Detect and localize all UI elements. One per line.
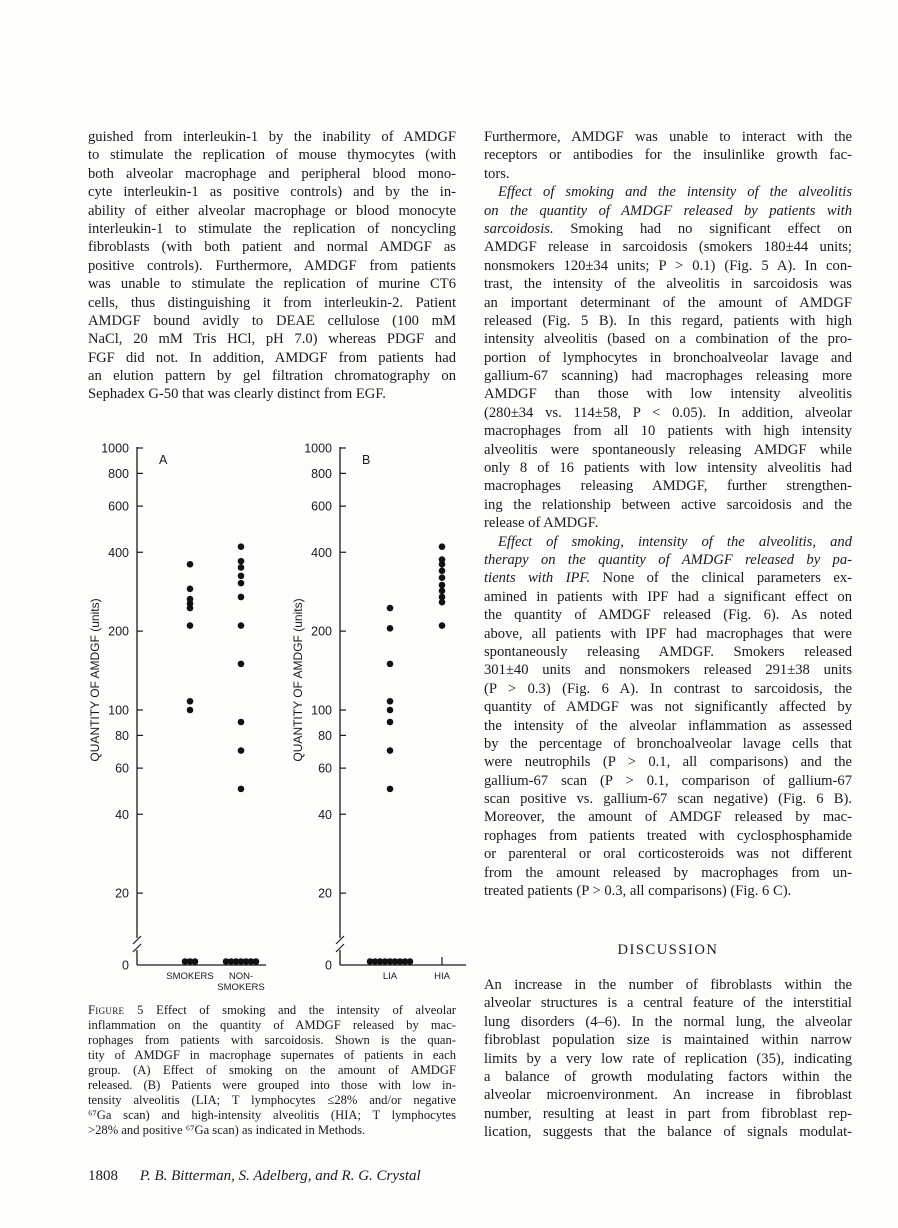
data-point (439, 599, 446, 606)
data-point (439, 594, 446, 601)
text-line: portion of lymphocytes in bronchoalveolar lavage and (484, 349, 852, 366)
y-tick-label: 600 (311, 499, 332, 514)
running-authors: P. B. Bitterman, S. Adelberg, and R. G. Crystal (139, 1168, 421, 1184)
data-point (382, 958, 389, 965)
data-point (439, 582, 446, 589)
y-tick-label: 0 (325, 958, 332, 973)
x-category-label: SMOKERS (166, 971, 214, 982)
data-point (407, 958, 414, 965)
y-tick-label: 100 (311, 703, 332, 718)
data-point (439, 622, 446, 629)
data-point (238, 594, 245, 601)
y-tick-label: 60 (318, 761, 332, 776)
y-tick-label: 20 (318, 886, 332, 901)
data-point (387, 747, 394, 754)
data-point (233, 958, 240, 965)
x-category-label: LIA (382, 971, 398, 982)
data-point (372, 958, 379, 965)
text-line: lung disorders (4–6). In the normal lung, the alveolar (484, 1013, 852, 1030)
data-point (253, 958, 260, 965)
italic-run-in-heading: tients with IPF. (484, 570, 591, 587)
text-line: rophages from patients treated with cyclosphosphamide (484, 827, 852, 844)
data-point (397, 958, 404, 965)
text-line: an important determinant of the amount of AMDGF (484, 294, 852, 311)
figure-label: Figure 5 (88, 1003, 144, 1017)
caption-line: ⁶⁷Ga scan) and high-intensity alveolitis (HIA; T lymphocytes (88, 1108, 456, 1122)
data-point (238, 786, 245, 793)
text-line: or parenteral or oral corticosteroids was not different (484, 846, 852, 863)
data-point (439, 561, 446, 568)
data-point (402, 958, 409, 965)
text-line: interleukin-1 to stimulate the replication of noncycling (88, 220, 456, 237)
italic-run-in-heading: Effect of smoking and the intensity of the alveolitis (498, 184, 852, 201)
y-tick-label: 0 (122, 958, 129, 973)
y-tick-label: 200 (108, 624, 129, 639)
text-line: by the percentage of bronchoalveolar lavage cells that (484, 735, 852, 752)
y-tick-label: 1000 (101, 441, 129, 456)
text-line (484, 569, 852, 587)
text-line: An increase in the number of fibroblasts within the (484, 977, 852, 993)
text-line: cells, thus distinguishing it from interleukin-2. Patient (88, 294, 456, 311)
data-point (439, 543, 446, 550)
text-line: both alveolar macrophage and peripheral blood mono- (88, 165, 456, 182)
text-line: fibroblasts (with both patient and normal AMDGF as (88, 239, 456, 256)
text-line: the quantity of AMDGF released (Fig. 6). As noted (484, 607, 852, 624)
text-line: ing the relationship between active sarcoidosis and the (484, 496, 852, 513)
text-line: above, all patients with IPF had macrophages that were (484, 625, 852, 642)
data-point (377, 958, 384, 965)
x-category-label: HIA (434, 971, 450, 982)
text-line: release of AMDGF. (484, 515, 599, 532)
text-run: None of the clinical parameters ex- (590, 570, 852, 587)
data-point (182, 958, 189, 965)
text-line (484, 183, 852, 201)
data-point (387, 625, 394, 632)
caption-text: Effect of smoking and the intensity of alveolar (143, 1003, 456, 1017)
italic-run-in-heading: sarcoidosis. (484, 220, 554, 237)
text-line (484, 220, 852, 238)
text-line: trast, the intensity of the alveolitis in sarcoidosis was (484, 276, 852, 293)
y-tick-label: 200 (311, 624, 332, 639)
data-point (243, 958, 250, 965)
text-line: alveolitis were spontaneously releasing AMDGF while (484, 441, 852, 458)
text-line: Moreover, the amount of AMDGF released by mac- (484, 809, 852, 826)
data-point (238, 719, 245, 726)
y-tick-label: 800 (311, 466, 332, 481)
text-line: cyte interleukin-1 as positive controls) and by the in- (88, 184, 456, 201)
right-column-text (484, 128, 852, 900)
data-point (387, 719, 394, 726)
text-line: receptors or antibodies for the insulinlike growth fac- (484, 147, 852, 164)
caption-line: rophages from patients with sarcoidosis. Shown is the quan- (88, 1033, 456, 1047)
data-point (387, 698, 394, 705)
text-line: positive controls). Furthermore, AMDGF from patients (88, 257, 456, 274)
data-point (187, 596, 194, 603)
data-point (387, 786, 394, 793)
text-line: the intensity of the alveolar inflammation as assessed (484, 717, 852, 734)
text-line: a balance of growth modulating factors within the (484, 1068, 852, 1085)
data-point (187, 605, 194, 612)
text-line: AMDGF than those with low intensity alveolitis (484, 386, 852, 403)
text-line: quantity of AMDGF was not significantly affected by (484, 699, 852, 716)
text-line: gallium-67 scan (P > 0.1, comparison of gallium-67 (484, 772, 852, 789)
data-point (387, 661, 394, 668)
caption-line: >28% and positive ⁶⁷Ga scan) as indicated in Methods. (88, 1123, 366, 1137)
figure-caption (88, 1003, 456, 1138)
data-point (387, 605, 394, 612)
text-line: AMDGF bound avidly to DEAE cellulose (100 mM (88, 312, 456, 329)
axis-break-mark (336, 936, 344, 952)
y-tick-label: 800 (108, 466, 129, 481)
text-line: scan positive vs. gallium-67 scan negative) (Fig. 6 B). (484, 791, 852, 808)
data-point (187, 958, 194, 965)
text-line: Furthermore, AMDGF was unable to interact with the (484, 129, 852, 145)
page-footer (88, 1168, 421, 1185)
data-point (238, 958, 245, 965)
data-point (187, 561, 194, 568)
text-run: Smoking had no significant effect on (553, 220, 852, 237)
text-line: number, resulting at least in part from fibroblast rep- (484, 1105, 852, 1122)
data-point (187, 586, 194, 593)
data-point (228, 958, 235, 965)
text-line: (280±34 vs. 114±58, P < 0.05). In addition, alveolar (484, 404, 852, 421)
data-point (187, 707, 194, 714)
data-point (439, 567, 446, 574)
text-line: NaCl, 20 mM Tris HCl, pH 7.0) whereas PDGF and (88, 331, 456, 348)
italic-run-in-heading: on the quantity of AMDGF released by patients with (484, 202, 852, 219)
text-line: spontaneously releasing AMDGF. Smokers released (484, 643, 852, 660)
data-point (238, 573, 245, 580)
text-line: AMDGF release in sarcoidosis (smokers 180±44 units; (484, 239, 852, 256)
text-line (484, 533, 852, 551)
text-line: were neutrophils (P > 0.1, all comparisons) and the (484, 754, 852, 771)
data-point (238, 580, 245, 587)
text-line: (P > 0.3) (Fig. 6 A). In contrast to sarcoidosis, the (484, 680, 852, 697)
y-axis-label: QUANTITY OF AMDGF (units) (88, 598, 102, 762)
data-point (192, 958, 199, 965)
y-tick-label: 100 (108, 703, 129, 718)
data-point (387, 958, 394, 965)
text-line: tors. (484, 165, 510, 182)
text-line: macrophages releasing AMDGF, further strengthen- (484, 478, 852, 495)
italic-run-in-heading: Effect of smoking, intensity of the alveolitis, and (498, 533, 852, 550)
text-line: gallium-67 scanning) had macrophages releasing more (484, 368, 852, 385)
data-point (392, 958, 399, 965)
caption-line (88, 1003, 456, 1018)
y-axis-label: QUANTITY OF AMDGF (units) (291, 598, 305, 762)
data-point (387, 707, 394, 714)
y-tick-label: 40 (115, 807, 129, 822)
y-tick-label: 1000 (304, 441, 332, 456)
text-line: ability of either alveolar macrophage or blood monocyte (88, 202, 456, 219)
text-line: FGF did not. In addition, AMDGF from patients had (88, 349, 456, 366)
data-point (238, 543, 245, 550)
data-point (238, 558, 245, 565)
x-category-label: NON- (228, 971, 254, 982)
caption-line: group. (A) Effect of smoking on the amount of AMDGF (88, 1063, 456, 1077)
text-line: was unable to stimulate the replication of murine CT6 (88, 276, 456, 293)
data-point (187, 600, 194, 607)
data-point (439, 588, 446, 595)
data-point (238, 747, 245, 754)
italic-run-in-heading: therapy on the quantity of AMDGF released by pa- (484, 551, 852, 568)
text-line: an elution pattern by gel filtration chromatography on (88, 368, 456, 385)
axis-break-mark (133, 936, 141, 952)
text-line: lication, suggests that the balance of signals modulat- (484, 1124, 852, 1141)
caption-line: tensity alveolitis (LIA; T lymphocytes ≤28% and/or negative (88, 1093, 456, 1107)
y-tick-label: 60 (115, 761, 129, 776)
text-line: only 8 of 16 patients with low intensity alveolitis had (484, 460, 852, 477)
data-point (187, 698, 194, 705)
text-line: 301±40 units and nonsmokers released 291±38 units (484, 662, 852, 679)
discussion-heading: DISCUSSION (617, 942, 719, 958)
data-point (439, 556, 446, 563)
text-line: from the amount released by macrophages from un- (484, 864, 852, 881)
text-line (484, 202, 852, 220)
caption-line: released. (B) Patients were grouped into those with low in- (88, 1078, 456, 1092)
data-point (223, 958, 230, 965)
y-tick-label: 400 (108, 545, 129, 560)
text-line: alveolar microenvironment. An increase in fibroblast (484, 1087, 852, 1104)
data-point (367, 958, 374, 965)
y-tick-label: 400 (311, 545, 332, 560)
panel-letter: B (362, 453, 371, 467)
x-category-label: SMOKERS (217, 982, 265, 993)
left-column-text (88, 128, 456, 404)
text-line: alveolar structures is a central feature of the interstitial (484, 995, 852, 1012)
text-line: fibroblast population size is maintained within narrow (484, 1032, 852, 1049)
text-line (484, 551, 852, 569)
data-point (238, 622, 245, 629)
caption-line: tity of AMDGF in macrophage supernates of patients in each (88, 1048, 456, 1062)
data-point (439, 574, 446, 581)
text-line: nonsmokers 120±34 units; P > 0.1) (Fig. 5 A). In con- (484, 257, 852, 274)
y-tick-label: 80 (318, 728, 332, 743)
text-line: treated patients (P > 0.3, all comparisons) (Fig. 6 C). (484, 883, 792, 900)
data-point (238, 564, 245, 571)
y-tick-label: 80 (115, 728, 129, 743)
text-line: intensity alveolitis (based on a combination of the pro- (484, 331, 852, 348)
text-line: macrophages from all 10 patients with high intensity (484, 423, 852, 440)
text-line: amined in patients with IPF had a significant effect on (484, 588, 852, 605)
text-line: guished from interleukin-1 by the inability of AMDGF (88, 129, 456, 145)
discussion-text (484, 976, 852, 1142)
text-line: to stimulate the replication of mouse thymocytes (with (88, 147, 456, 164)
y-tick-label: 600 (108, 499, 129, 514)
caption-line: inflammation on the quantity of AMDGF released by mac- (88, 1018, 456, 1032)
text-line: Sephadex G-50 that was clearly distinct from EGF. (88, 386, 386, 403)
data-point (248, 958, 255, 965)
text-line: limits by a very low rate of replication (35), indicating (484, 1050, 852, 1067)
panel-letter: A (159, 453, 168, 467)
page-number: 1808 (88, 1168, 118, 1184)
data-point (187, 622, 194, 629)
text-line: released (Fig. 5 B). In this regard, patients with high (484, 312, 852, 329)
data-point (238, 661, 245, 668)
y-tick-label: 20 (115, 886, 129, 901)
y-tick-label: 40 (318, 807, 332, 822)
